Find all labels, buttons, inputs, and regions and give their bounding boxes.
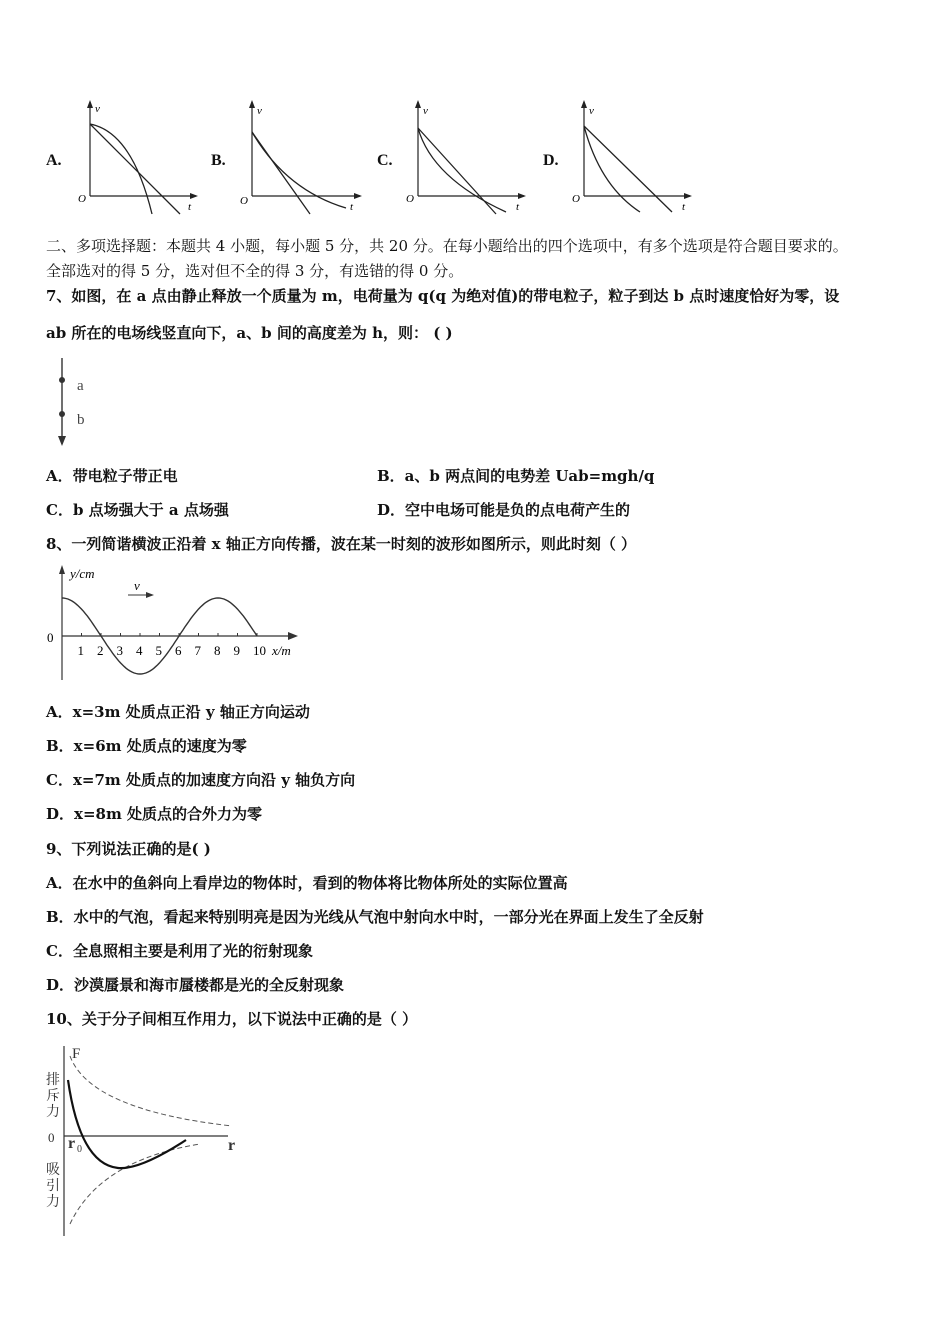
q6-graph-a (72, 98, 202, 216)
axis-t-label: t (682, 201, 686, 213)
q6c-curve (418, 128, 506, 212)
q6b-line (252, 132, 310, 214)
q7-option-d: D．空中电场可能是负的点电荷产生的 (377, 501, 631, 519)
x-tick-label: 8 (214, 643, 221, 658)
q9-option-a: A．在水中的鱼斜向上看岸边的物体时，看到的物体将比物体所处的实际位置高 (46, 874, 568, 892)
q7-stem-line2: ab 所在的电场线竖直向下，a、b 间的高度差为 h，则： ( ) (46, 324, 453, 342)
attract-char-3: 力 (46, 1195, 60, 1210)
x-tick-label: 7 (194, 643, 201, 658)
x-tick-label: 6 (175, 643, 182, 658)
field-arrow (58, 436, 66, 446)
net-force-curve (68, 1080, 186, 1168)
q7-stem-line1: 7、如图，在 a 点由静止释放一个质量为 m，电荷量为 q(q 为绝对值)的带电粒子，粒子到达 b 点时速度恰好为零，设 (46, 287, 840, 305)
attract-char-1: 吸 (46, 1163, 60, 1178)
point-a (59, 377, 65, 383)
q8-wave-figure (40, 562, 302, 686)
q6b-curve (252, 132, 346, 208)
origin-zero: 0 (47, 630, 54, 645)
q7-option-a: A．带电粒子带正电 (46, 467, 178, 485)
q8-option-d: D．x=8m 处质点的合外力为零 (46, 805, 263, 823)
q6-graph-b (236, 98, 368, 216)
x-tick-label: 2 (97, 643, 104, 658)
origin-label: O (406, 193, 414, 205)
section2-line2: 全部选对的得 5 分，选对但不全的得 3 分，有选错的得 0 分。 (46, 262, 464, 280)
velocity-arrow (146, 592, 154, 598)
f-label: F (72, 1046, 81, 1062)
q6d-curve (584, 126, 640, 212)
zero-label: 0 (48, 1130, 55, 1145)
point-b-label: b (77, 412, 85, 428)
r0-subscript: 0 (77, 1144, 82, 1155)
q6-option-c-label: C. (377, 152, 393, 169)
axis-v-label: v (423, 105, 428, 117)
x-tick-label: 3 (116, 643, 123, 658)
r0-label: r (68, 1135, 76, 1152)
point-a-label: a (77, 378, 84, 394)
repel-char-3: 力 (46, 1105, 60, 1120)
q8-stem: 8、一列简谐横波正沿着 x 轴正方向传播，波在某一时刻的波形如图所示，则此时刻（ ） (46, 535, 637, 553)
q6c-line (418, 128, 496, 214)
q6-option-b-label: B. (211, 152, 226, 169)
x-tick-label: 10 (253, 643, 266, 658)
q9-stem: 9、下列说法正确的是( ) (46, 840, 211, 858)
axis-t-label: t (188, 201, 192, 213)
x-axis-label: x/m (272, 643, 291, 658)
origin-label: O (78, 193, 86, 205)
q6a-curve (90, 124, 152, 214)
q7-option-c: C．b 点场强大于 a 点场强 (46, 501, 229, 519)
q6d-line (584, 126, 672, 212)
axis-t-label: t (516, 201, 520, 213)
axis-v-label: v (95, 103, 100, 115)
q6-option-d-label: D. (543, 152, 559, 169)
repel-char-2: 斥 (46, 1089, 60, 1104)
q8-option-a: A．x=3m 处质点正沿 y 轴正方向运动 (46, 703, 310, 721)
attract-char-2: 引 (46, 1179, 60, 1194)
q9-option-d: D．沙漠蜃景和海市蜃楼都是光的全反射现象 (46, 976, 345, 994)
q7-figure (50, 352, 110, 452)
q8-option-b: B．x=6m 处质点的速度为零 (46, 737, 247, 755)
q10-stem: 10、关于分子间相互作用力，以下说法中正确的是（ ） (46, 1010, 418, 1028)
x-tick-label: 4 (136, 643, 143, 658)
q6-graph-d (566, 98, 698, 216)
q6-option-a-label: A. (46, 152, 62, 169)
q9-option-b: B．水中的气泡，看起来特别明亮是因为光线从气泡中射向水中时，一部分光在界面上发生了全反射 (46, 908, 704, 926)
axis-t-label: t (350, 201, 354, 213)
origin-label: O (240, 195, 248, 207)
x-tick-label: 9 (233, 643, 240, 658)
section2-line1: 二、多项选择题：本题共 4 小题，每小题 5 分，共 20 分。在每小题给出的四个选项中，有多个选项是符合题目要求的。 (46, 237, 848, 255)
axis-v-label: v (257, 105, 262, 117)
q7-option-b: B．a、b 两点间的电势差 Uab=mgh/q (377, 467, 655, 485)
origin-label: O (572, 193, 580, 205)
axis-v-label: v (589, 105, 594, 117)
repulsive-force-curve (70, 1056, 232, 1126)
q6a-line (90, 124, 180, 214)
y-axis-label: y/cm (70, 566, 95, 581)
repel-char-1: 排 (46, 1073, 60, 1088)
q8-option-c: C．x=7m 处质点的加速度方向沿 y 轴负方向 (46, 771, 356, 789)
q10-force-figure (40, 1040, 250, 1242)
x-tick-label: 5 (155, 643, 162, 658)
velocity-label: v (134, 578, 140, 593)
point-b (59, 411, 65, 417)
r-label: r (228, 1137, 236, 1154)
x-tick-label: 1 (77, 643, 84, 658)
q9-option-c: C．全息照相主要是利用了光的衍射现象 (46, 942, 313, 960)
q6-graph-c (402, 98, 532, 216)
attractive-force-curve (70, 1144, 200, 1224)
